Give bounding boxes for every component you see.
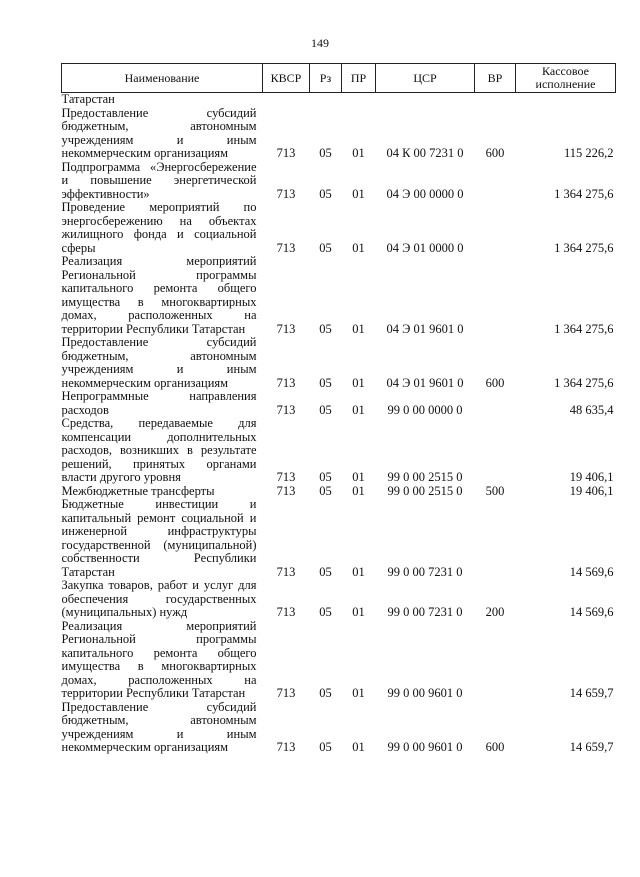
- table-row: [62, 255, 616, 336]
- row-name: Предоставление субсидий бюджетным, автономным учреждениям и иным некоммерческим организациям: [61, 335, 257, 390]
- row-rz: 05: [319, 375, 332, 390]
- row-rz: 05: [319, 564, 332, 579]
- row-name: Межбюджетные трансферты: [61, 483, 215, 498]
- table-row: [62, 620, 616, 701]
- row-kvsr: 713: [276, 740, 296, 754]
- row-rz: 05: [319, 402, 332, 417]
- table-row: [62, 579, 616, 620]
- row-csr: 99 0 00 9601 0: [387, 740, 463, 754]
- row-name: Предоставление субсидий бюджетным, автономным учреждениям и иным некоммерческим организациям: [61, 105, 257, 160]
- row-rz: 05: [319, 740, 332, 754]
- table-row: [62, 417, 616, 485]
- row-amount: 1 364 275,6: [554, 186, 614, 201]
- row-amount: 1 364 275,6: [554, 240, 614, 255]
- row-vr: 600: [485, 146, 505, 160]
- row-vr: [475, 498, 516, 579]
- row-csr: 04 Э 00 0000 0: [386, 186, 464, 201]
- row-csr: 99 0 00 2515 0: [387, 483, 463, 498]
- row-rz: 05: [319, 321, 332, 336]
- row-name: Непрограммные направления расходов: [61, 389, 257, 417]
- row-pr: 01: [352, 470, 365, 484]
- row-name: Предоставление субсидий бюджетным, автономным учреждениям и иным некоммерческим организациям: [61, 699, 257, 754]
- row-name: Подпрограмма «Энергосбережение и повышение энергетической эффективности»: [61, 159, 257, 201]
- row-kvsr: 713: [276, 146, 296, 160]
- table-row: [62, 701, 616, 755]
- row-amount: 14 569,6: [569, 605, 614, 619]
- row-vr: [475, 620, 516, 701]
- row-csr: 99 0 00 7231 0: [387, 564, 463, 579]
- table-row: [62, 336, 616, 390]
- header-pr: ПР: [342, 64, 376, 93]
- row-rz: 05: [319, 240, 332, 255]
- row-name: Бюджетные инвестиции и капитальный ремонт социальной и инженерной инфраструктуры государственной (муниципальной) собственности Республики Татарстан: [61, 497, 257, 579]
- row-amount: 1 364 275,6: [554, 321, 614, 336]
- row-kvsr: 713: [276, 564, 296, 579]
- row-pr: [342, 93, 376, 107]
- row-name: Реализация мероприятий Региональной программы капитального ремонта общего имущества в многоквартирных домах, расположенных на территории Республики Татарстан: [61, 254, 257, 336]
- row-amount: 48 635,4: [569, 402, 614, 417]
- row-kvsr: 713: [276, 483, 296, 498]
- row-name: Проведение мероприятий по энергосбережению на объектах жилищного фонда и социальной сферы: [61, 200, 257, 255]
- row-amount: 115 226,2: [563, 146, 614, 160]
- row-pr: 01: [352, 402, 365, 417]
- row-csr: 04 Э 01 9601 0: [386, 321, 464, 336]
- row-amount: [516, 93, 616, 107]
- budget-table: [61, 63, 616, 755]
- row-pr: 01: [352, 375, 365, 390]
- row-pr: 01: [352, 564, 365, 579]
- page-number: 149: [311, 36, 329, 50]
- table-row: [62, 390, 616, 417]
- row-kvsr: 713: [276, 321, 296, 336]
- row-vr: 200: [485, 605, 505, 619]
- table-row: [62, 201, 616, 255]
- row-vr: [475, 417, 516, 485]
- row-rz: [310, 93, 342, 107]
- header-amount: Кассовое исполнение: [516, 64, 616, 93]
- row-name: Реализация мероприятий Региональной программы капитального ремонта общего имущества в многоквартирных домах, расположенных на территории Республики Татарстан: [61, 618, 257, 700]
- row-csr: 99 0 00 7231 0: [387, 605, 463, 619]
- table-row: [62, 161, 616, 202]
- table-body: [62, 93, 616, 755]
- row-rz: 05: [319, 470, 332, 484]
- header-name: Наименование: [62, 64, 263, 93]
- row-pr: 01: [352, 483, 365, 498]
- row-kvsr: 713: [276, 470, 296, 484]
- row-amount: 19 406,1: [569, 483, 614, 498]
- row-pr: 01: [352, 686, 365, 700]
- header-vr: ВР: [475, 64, 516, 93]
- row-pr: 01: [352, 321, 365, 336]
- row-vr: 500: [485, 483, 505, 498]
- row-vr: [475, 255, 516, 336]
- table-row: [62, 107, 616, 161]
- row-kvsr: 713: [276, 686, 296, 700]
- row-kvsr: 713: [276, 240, 296, 255]
- row-rz: 05: [319, 146, 332, 160]
- row-name: Татарстан: [61, 92, 115, 106]
- row-amount: 19 406,1: [569, 470, 614, 484]
- row-csr: 04 К 00 7231 0: [386, 146, 464, 160]
- row-csr: 99 0 00 9601 0: [387, 686, 463, 700]
- header-rz: Рз: [310, 64, 342, 93]
- row-pr: 01: [352, 740, 365, 754]
- row-pr: 01: [352, 186, 365, 201]
- row-vr: [475, 93, 516, 107]
- row-csr: 99 0 00 0000 0: [387, 402, 463, 417]
- table-row: [62, 93, 616, 107]
- row-rz: 05: [319, 186, 332, 201]
- row-csr: 99 0 00 2515 0: [387, 470, 463, 484]
- row-vr: [475, 161, 516, 202]
- row-csr: 04 Э 01 0000 0: [386, 240, 464, 255]
- table-row: [62, 498, 616, 579]
- row-kvsr: 713: [276, 402, 296, 417]
- row-rz: 05: [319, 605, 332, 619]
- row-rz: 05: [319, 686, 332, 700]
- row-amount: 14 569,6: [569, 564, 614, 579]
- table-header: [62, 64, 616, 93]
- row-kvsr: 713: [276, 605, 296, 619]
- row-rz: 05: [319, 483, 332, 498]
- header-csr: ЦСР: [376, 64, 475, 93]
- row-vr: [475, 390, 516, 417]
- row-csr: [376, 93, 475, 107]
- row-kvsr: 713: [276, 375, 296, 390]
- row-amount: 14 659,7: [569, 740, 614, 754]
- row-vr: 600: [485, 375, 505, 390]
- row-kvsr: 713: [276, 186, 296, 201]
- header-kvsr: КВСР: [263, 64, 310, 93]
- row-pr: 01: [352, 240, 365, 255]
- row-kvsr: [263, 93, 310, 107]
- row-pr: 01: [352, 146, 365, 160]
- row-csr: 04 Э 01 9601 0: [386, 375, 464, 390]
- row-vr: 600: [485, 740, 505, 754]
- row-pr: 01: [352, 605, 365, 619]
- row-name: Закупка товаров, работ и услуг для обеспечения государственных (муниципальных) нужд: [61, 578, 257, 619]
- row-amount: 14 659,7: [569, 686, 614, 700]
- table-row: [62, 485, 616, 499]
- row-amount: 1 364 275,6: [554, 375, 614, 390]
- row-name: Средства, передаваемые для компенсации дополнительных расходов, возникших в результате решений, принятых органами власти другого уровня: [61, 416, 257, 484]
- row-vr: [475, 201, 516, 255]
